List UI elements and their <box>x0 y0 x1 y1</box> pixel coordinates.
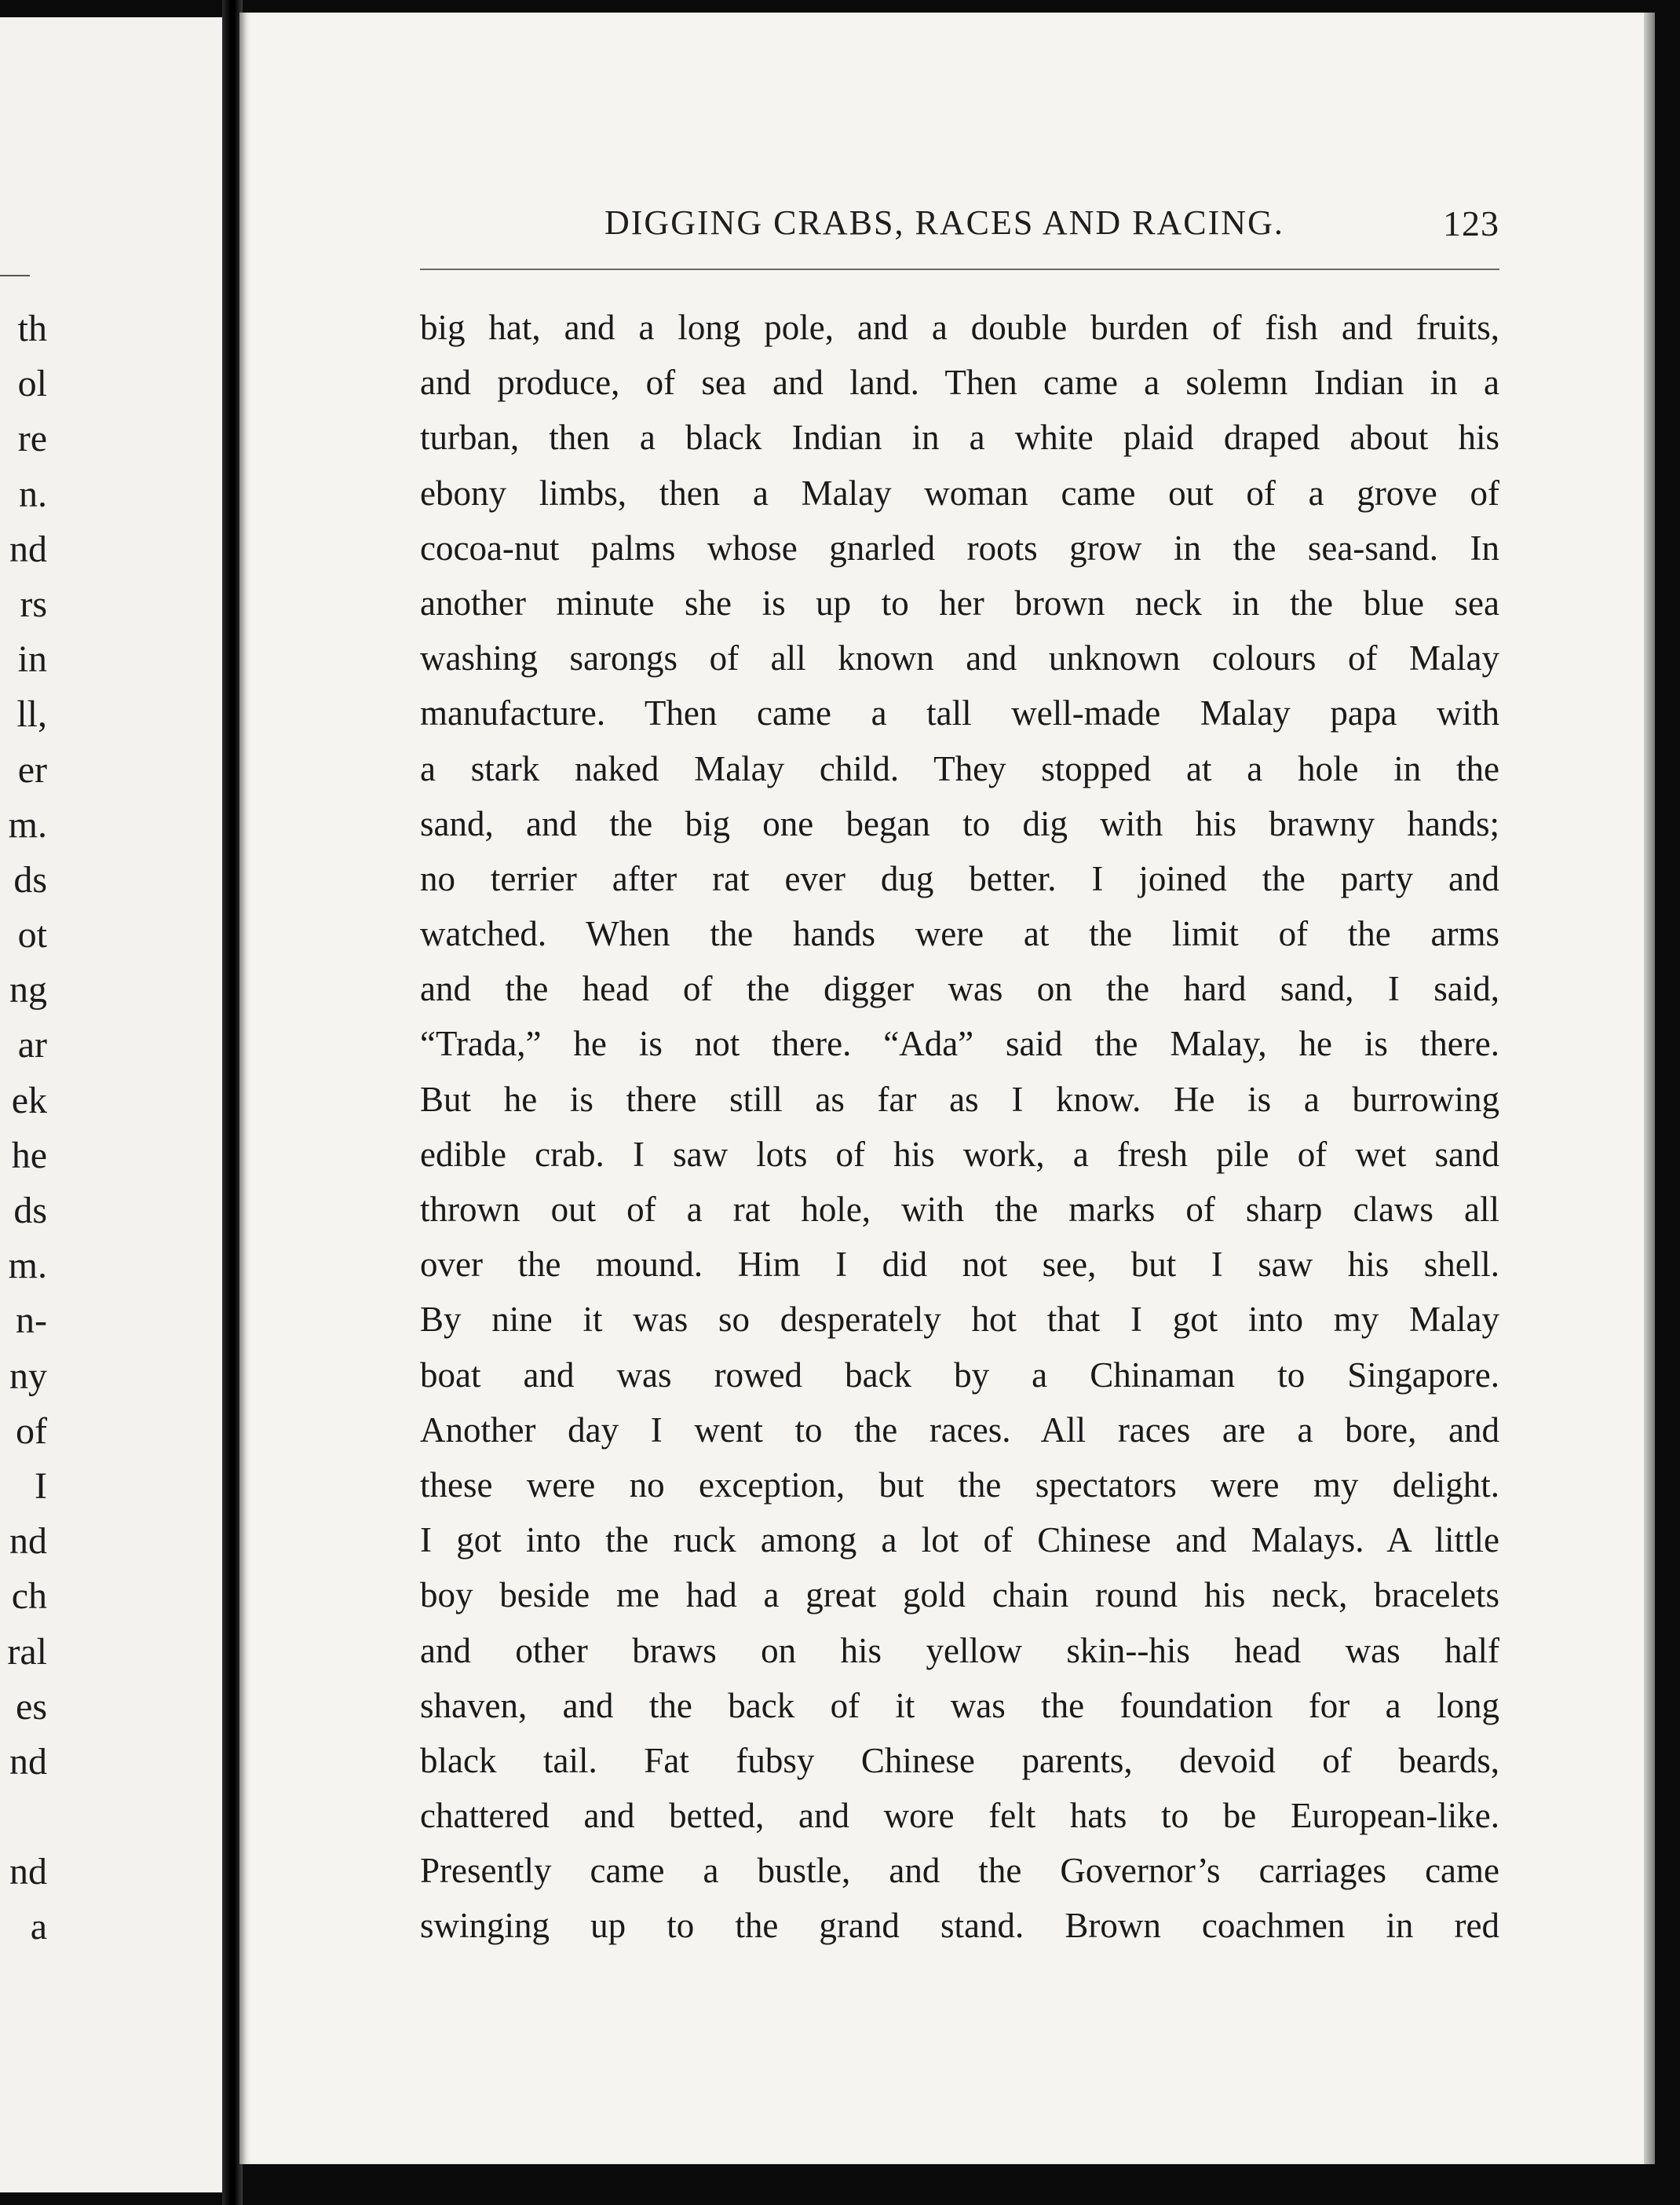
text-line: ebony limbs, then a Malay woman came out of a grove of <box>420 473 1499 513</box>
text-line: and the head of the digger was on the hard sand, I said, <box>420 969 1499 1009</box>
left-line-fragment: I <box>35 1465 47 1507</box>
left-line-fragment: th <box>17 308 47 349</box>
text-line: cocoa-nut palms whose gnarled roots grow in the sea-sand. In <box>420 528 1499 568</box>
left-page-text-fragments <box>0 302 47 1955</box>
left-line-fragment: in <box>17 638 47 681</box>
text-line: black tail. Fat fubsy Chinese parents, devoid of beards, <box>420 1740 1499 1780</box>
text-line: “Trada,” he is not there. “Ada” said the Malay, he is there. <box>420 1024 1499 1064</box>
text-line: and other braws on his yellow skin--his head was half <box>420 1630 1499 1670</box>
left-line-fragment: n- <box>16 1300 47 1342</box>
left-line-fragment: ch <box>11 1575 47 1618</box>
left-line-fragment: rs <box>20 583 47 625</box>
text-line: But he is there still as far as I know. He is a burrowing <box>420 1079 1499 1119</box>
text-line: a stark naked Malay child. They stopped at a hole in the <box>420 748 1499 788</box>
left-line-fragment: re <box>17 418 47 460</box>
text-line: no terrier after rat ever dug better. I joined the party and <box>420 858 1499 898</box>
text-line: boy beside me had a great gold chain round his neck, bracelets <box>420 1575 1499 1615</box>
left-line-fragment: m. <box>8 803 47 846</box>
left-line-fragment: nd <box>9 1851 47 1893</box>
left-line-fragment: nd <box>9 528 47 570</box>
page-number: 123 <box>1443 203 1499 243</box>
left-line-fragment: ll, <box>16 693 47 736</box>
text-line: Presently came a bustle, and the Governor’s carriages came <box>420 1851 1499 1891</box>
text-line: watched. When the hands were at the limit of the arms <box>420 914 1499 954</box>
left-line-fragment: ng <box>9 969 47 1011</box>
left-line-fragment <box>0 1790 47 1845</box>
text-line: thrown out of a rat hole, with the marks of sharp claws all <box>420 1190 1499 1229</box>
left-line-fragment: m. <box>8 1245 47 1287</box>
text-line: shaven, and the back of it was the foundation for a long <box>420 1685 1499 1725</box>
left-line-fragment: of <box>16 1410 47 1452</box>
left-line-fragment: ol <box>17 363 47 405</box>
text-line: another minute she is up to her brown neck in the blue sea <box>420 583 1499 623</box>
running-head <box>604 203 1499 250</box>
body-text <box>420 300 1499 1954</box>
text-line: manufacture. Then came a tall well-made Malay papa with <box>420 693 1499 733</box>
text-line: washing sarongs of all known and unknown colours of Malay <box>420 638 1499 678</box>
text-line: and produce, of sea and land. Then came a solemn Indian in a <box>420 363 1499 403</box>
left-line-fragment: ds <box>13 858 47 901</box>
running-title: DIGGING CRABS, RACES AND RACING. <box>604 203 1284 242</box>
text-line: these were no exception, but the spectators were my delight. <box>420 1465 1499 1505</box>
left-page-header-rule <box>0 275 30 276</box>
text-line: chattered and betted, and wore felt hats to be European-like. <box>420 1796 1499 1836</box>
left-line-fragment: es <box>16 1685 47 1728</box>
left-line-fragment: nd <box>9 1740 47 1783</box>
left-line-fragment: ds <box>13 1190 47 1231</box>
text-line: edible crab. I saw lots of his work, a fresh pile of wet sand <box>420 1134 1499 1174</box>
text-line: over the mound. Him I did not see, but I saw his shell. <box>420 1245 1499 1285</box>
left-facing-page <box>0 17 228 2192</box>
text-line: I got into the ruck among a lot of Chinese and Malays. A little <box>420 1520 1499 1560</box>
text-line: turban, then a black Indian in a white plaid draped about his <box>420 418 1499 458</box>
text-line: sand, and the big one began to dig with his brawny hands; <box>420 803 1499 843</box>
left-line-fragment: er <box>17 748 47 791</box>
text-line: big hat, and a long pole, and a double burden of fish and fruits, <box>420 308 1499 347</box>
text-line: swinging up to the grand stand. Brown coachmen in red <box>420 1906 1499 1946</box>
left-line-fragment: ot <box>17 914 47 956</box>
left-line-fragment: ek <box>11 1079 47 1121</box>
left-line-fragment: nd <box>9 1520 47 1563</box>
left-line-fragment: he <box>11 1134 47 1176</box>
header-rule <box>420 269 1499 270</box>
right-page-edge <box>1644 13 1655 2164</box>
left-line-fragment: ar <box>17 1024 47 1066</box>
text-line: By nine it was so desperately hot that I got into my Malay <box>420 1300 1499 1340</box>
left-line-fragment: ny <box>9 1355 47 1397</box>
left-line-fragment: ral <box>7 1630 47 1673</box>
text-line: Another day I went to the races. All races are a bore, and <box>420 1410 1499 1450</box>
text-line: boat and was rowed back by a Chinaman to Singapore. <box>420 1355 1499 1395</box>
left-line-fragment: a <box>30 1906 47 1948</box>
left-line-fragment: n. <box>19 473 47 515</box>
